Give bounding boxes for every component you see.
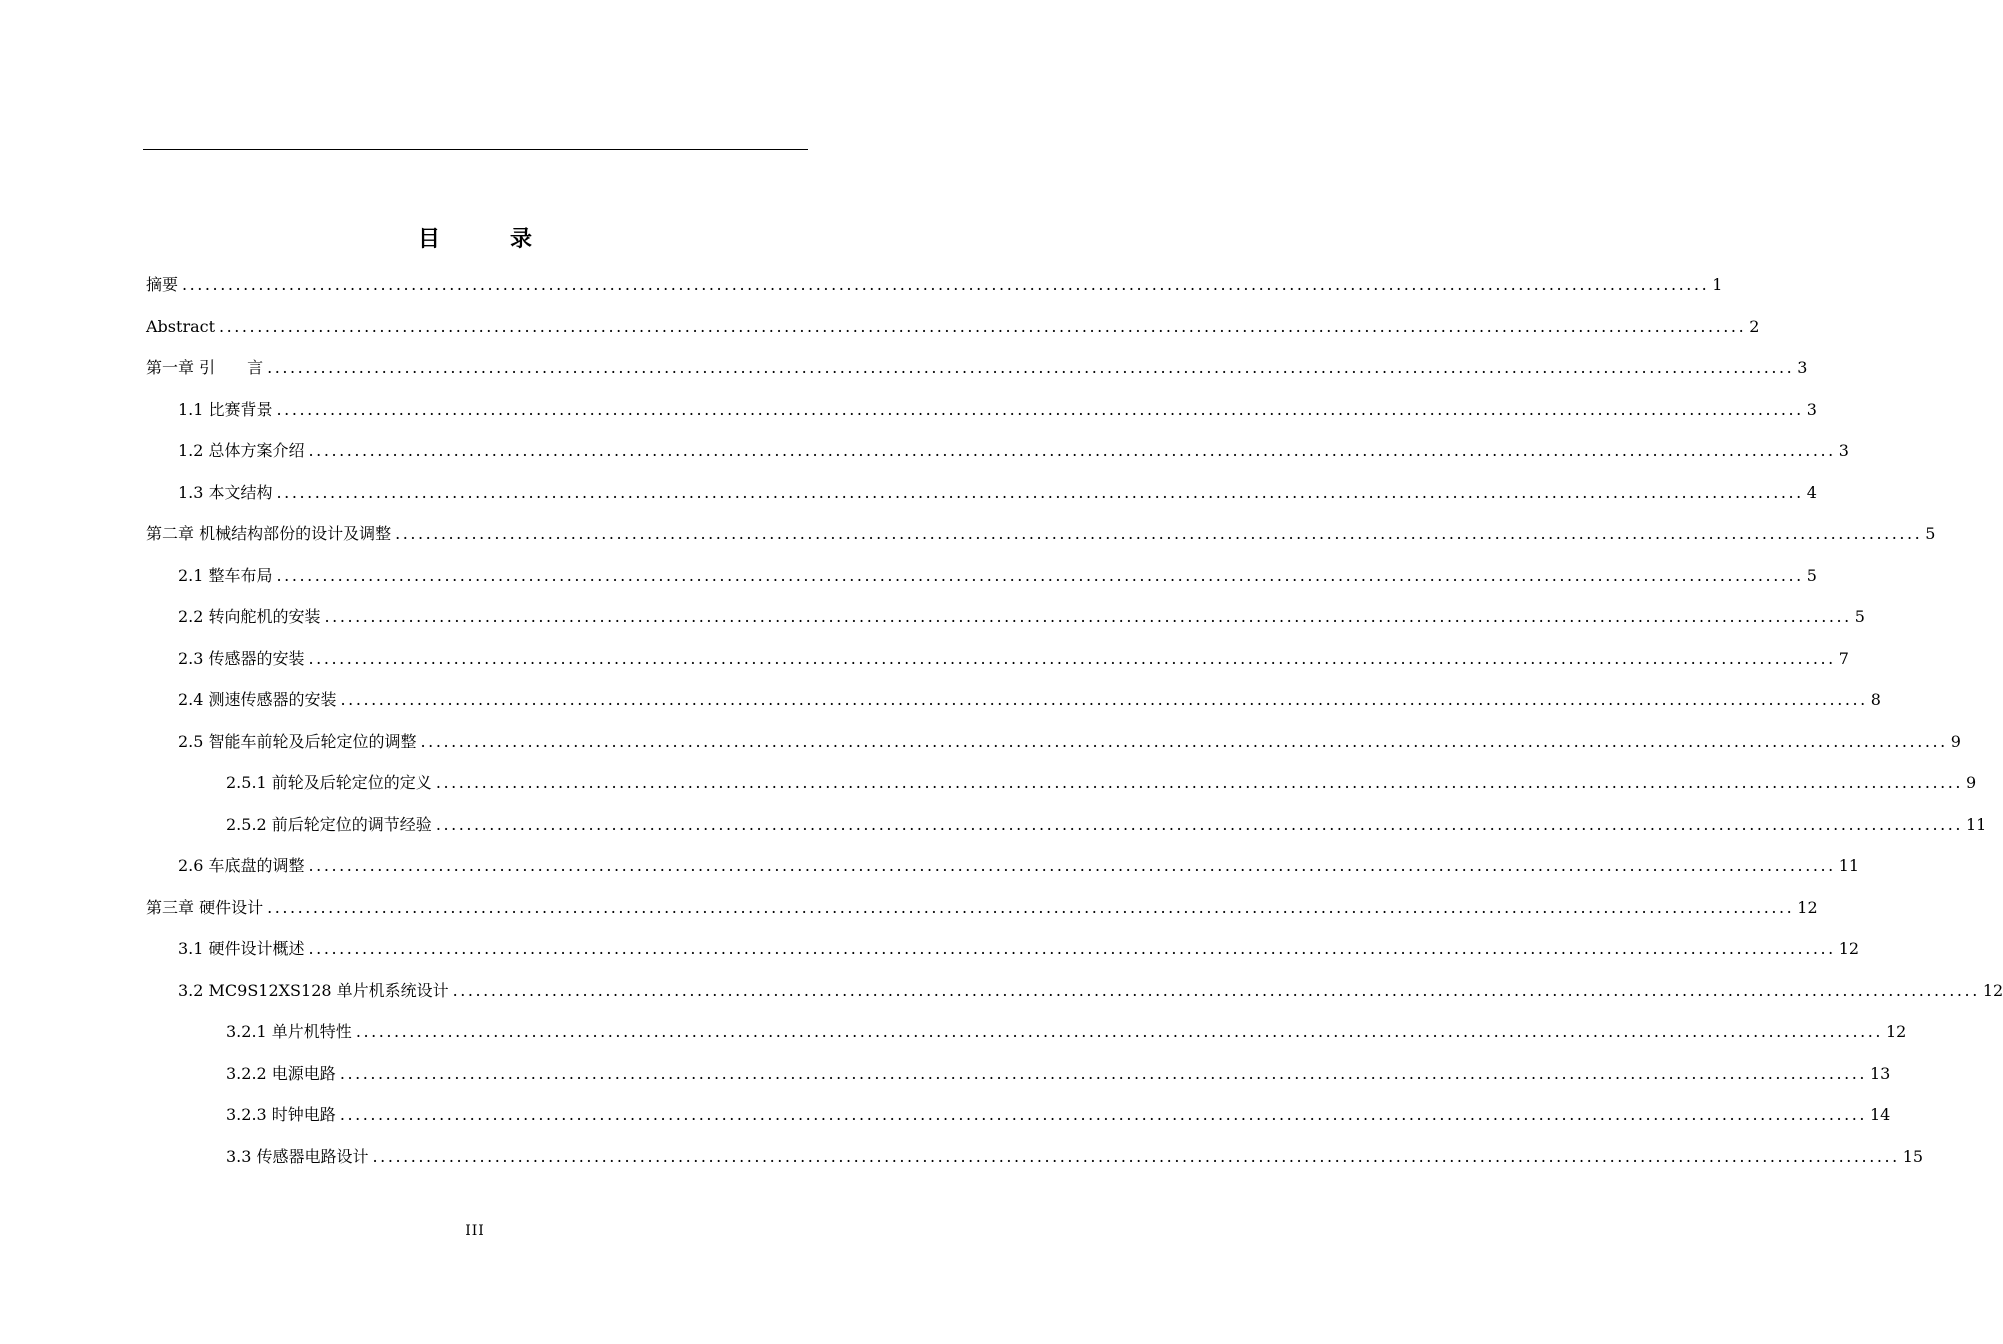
toc-entry-label: 第二章 机械结构部份的设计及调整 — [146, 524, 392, 543]
toc-entry-label: 2.3 传感器的安装 — [178, 648, 305, 668]
toc-entry[interactable] — [0, 769, 1977, 793]
toc-dot-leader: ........................................................................................................................................................................................................ — [267, 897, 1795, 917]
toc-entry-page: 3 — [1838, 441, 1849, 460]
toc-entry[interactable] — [0, 1101, 1891, 1125]
toc-entry-label: 1.3 本文结构 — [178, 482, 273, 502]
toc-entry-page: 13 — [1870, 1063, 1891, 1083]
toc-dot-leader: ........................................................................................................................................................................................................ — [276, 565, 1804, 585]
toc-dot-leader: ........................................................................................................................................................................................................ — [308, 939, 1836, 958]
toc-entry-label: 3.3 传感器电路设计 — [226, 1146, 369, 1166]
toc-entry[interactable] — [0, 811, 1987, 835]
toc-entry-page: 5 — [1854, 607, 1865, 626]
toc-dot-leader: ........................................................................................................................................................................................................ — [276, 482, 1804, 502]
toc-dot-leader: ........................................................................................................................................................................................................ — [395, 524, 1923, 543]
toc-dot-leader: ........................................................................................................................................................................................................ — [276, 399, 1804, 419]
toc-entry-label: 1.1 比赛背景 — [178, 399, 273, 419]
toc-entry-page: 11 — [1838, 856, 1860, 875]
toc-dot-leader: ........................................................................................................................................................................................................ — [355, 1022, 1883, 1041]
toc-entry-label: 2.1 整车布局 — [178, 565, 273, 585]
toc-entry[interactable] — [0, 728, 1961, 752]
toc-entry[interactable] — [0, 1018, 1907, 1042]
toc-entry-page: 5 — [1806, 565, 1817, 585]
toc-entry-label: 1.2 总体方案介绍 — [178, 441, 305, 460]
toc-dot-leader: ........................................................................................................................................................................................................ — [308, 441, 1836, 460]
toc-entry-page: 12 — [1797, 897, 1818, 917]
toc-entry-page: 1 — [1712, 275, 1723, 294]
toc-entry-label: 2.2 转向舵机的安装 — [178, 607, 321, 626]
toc-dot-leader: ........................................................................................................................................................................................................ — [340, 690, 1868, 709]
toc-entry-page: 12 — [1838, 939, 1860, 958]
toc-entry[interactable] — [0, 354, 1808, 378]
toc-entry[interactable] — [0, 271, 1723, 295]
toc-entry-label: 摘要 — [146, 275, 179, 294]
toc-entry-page: 9 — [1966, 773, 1977, 792]
toc-entry-label: 3.2.2 电源电路 — [226, 1063, 336, 1083]
toc-dot-leader: ........................................................................................................................................................................................................ — [420, 731, 1948, 751]
toc-entry-label: 第三章 硬件设计 — [146, 897, 264, 917]
toc-entry-page: 4 — [1806, 482, 1817, 502]
toc-entry[interactable] — [0, 437, 1849, 461]
toc-entry-label: Abstract — [146, 316, 216, 336]
toc-entry-page: 15 — [1902, 1146, 1924, 1166]
toc-entry-label: 3.2.3 时钟电路 — [226, 1105, 336, 1124]
toc-entry-label: 3.1 硬件设计概述 — [178, 939, 305, 958]
toc-entry-page: 12 — [1886, 1022, 1907, 1041]
toc-entry-page: 11 — [1966, 814, 1987, 834]
toc-entry[interactable] — [0, 645, 1849, 669]
toc-dot-leader: ........................................................................................................................................................................................................ — [267, 358, 1795, 377]
toc-entry-label: 第一章 引 言 — [146, 358, 264, 377]
toc-entry-label: 3.2.1 单片机特性 — [226, 1022, 352, 1041]
toc-entry[interactable] — [0, 935, 1860, 959]
toc-dot-leader: ........................................................................................................................................................................................................ — [324, 607, 1852, 626]
toc-dot-leader: ........................................................................................................................................................................................................ — [219, 316, 1747, 336]
toc-dot-leader: ........................................................................................................................................................................................................ — [308, 856, 1836, 875]
page-title: 目 录 — [417, 227, 556, 252]
toc-dot-leader: ........................................................................................................................................................................................................ — [435, 773, 1963, 792]
toc-entry-label: 2.5.1 前轮及后轮定位的定义 — [226, 773, 432, 792]
toc-entry-page: 5 — [1925, 524, 1936, 543]
footer-page-number: III — [465, 1223, 485, 1239]
toc-entry[interactable] — [0, 396, 1817, 420]
toc-entry-page: 7 — [1838, 648, 1849, 668]
toc-entry-page: 14 — [1870, 1105, 1891, 1124]
toc-entry[interactable] — [0, 852, 1860, 876]
toc-dot-leader: ........................................................................................................................................................................................................ — [182, 275, 1710, 294]
toc-entry[interactable] — [0, 686, 1881, 710]
toc-entry[interactable] — [0, 1060, 1891, 1084]
toc-entry[interactable] — [0, 1143, 1924, 1167]
toc-entry[interactable] — [0, 520, 1936, 544]
toc-entry-page: 8 — [1870, 690, 1881, 709]
toc-entry-label: 2.5.2 前后轮定位的调节经验 — [226, 814, 432, 834]
toc-dot-leader: ........................................................................................................................................................................................................ — [308, 648, 1836, 668]
toc-entry-label: 2.5 智能车前轮及后轮定位的调整 — [178, 731, 417, 751]
toc-entry-page: 9 — [1950, 731, 1961, 751]
toc-entry-page: 12 — [1982, 980, 2003, 1000]
toc-entry[interactable] — [0, 479, 1817, 503]
toc-entry-page: 2 — [1749, 316, 1760, 336]
toc-entry[interactable] — [0, 977, 2003, 1001]
toc-entry-label: 2.4 测速传感器的安装 — [178, 690, 337, 709]
toc-entry-label: 2.6 车底盘的调整 — [178, 856, 305, 875]
toc-entry[interactable] — [0, 603, 1865, 627]
toc-dot-leader: ........................................................................................................................................................................................................ — [339, 1063, 1867, 1083]
toc-entry-page: 3 — [1806, 399, 1817, 419]
toc-entry[interactable] — [0, 894, 1818, 918]
toc-entry[interactable] — [0, 313, 1760, 337]
toc-entry-page: 3 — [1797, 358, 1808, 377]
toc-entry[interactable] — [0, 562, 1817, 586]
toc-dot-leader: ........................................................................................................................................................................................................ — [452, 980, 1980, 1000]
toc-dot-leader: ........................................................................................................................................................................................................ — [435, 814, 1963, 834]
toc-dot-leader: ........................................................................................................................................................................................................ — [339, 1105, 1867, 1124]
header-rule — [143, 149, 808, 150]
toc-dot-leader: ........................................................................................................................................................................................................ — [372, 1146, 1900, 1166]
toc-entry-label: 3.2 MC9S12XS128 单片机系统设计 — [178, 980, 449, 1000]
